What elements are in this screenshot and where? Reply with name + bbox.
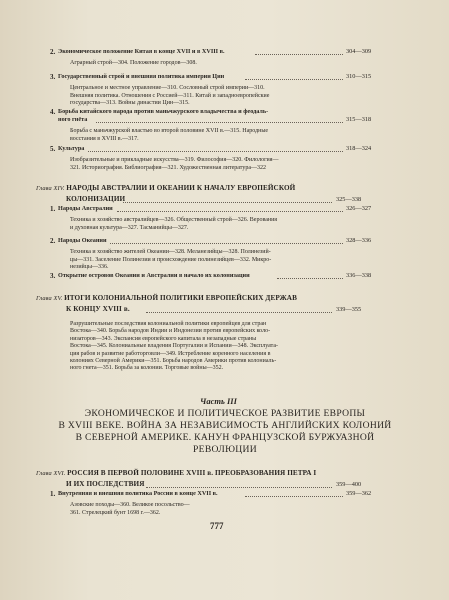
chapter-16-section-1-num: 1. [50, 490, 56, 498]
chapter-16-pages: 359—400 [336, 481, 362, 488]
chapter-15-subtopics: колониях Северной Америки—351. Борьба народов Америки против колониаль- [70, 358, 277, 364]
chapter-15-leader-dots [146, 312, 332, 313]
chapter-14-section-2-leader-dots [110, 243, 343, 244]
chapter-16-section-1-subtopics: 361. Стрелецкий бунт 1698 г.—362. [70, 509, 161, 516]
section-top-1-title[interactable]: Экономическое положение Китая в конце XVII и в XVIII в. [58, 48, 225, 55]
chapter-14-section-2-num: 2. [50, 237, 56, 245]
section-top-3-title[interactable]: ного гнёта [58, 116, 88, 123]
chapter-14-section-2-title[interactable]: Народы Океании [58, 237, 107, 244]
chapter-15-subtopics: Разрушительные последствия колониальной политики европейцев для стран [70, 321, 267, 327]
chapter-15-subtopics: низаторов—343. Экспансия европейского капитала в незападные страны [70, 335, 257, 342]
chapter-16-title-text: РОССИЯ В ПЕРВОЙ ПОЛОВИНЕ XVIII в. ПРЕОБРАЗОВАНИЯ ПЕТРА I [67, 469, 317, 477]
chapter-15-subtopics: Востока—345. Колониальные владения Португалии и Испании—348. Эксплуата- [70, 343, 279, 350]
section-top-4-title[interactable]: Культура [58, 145, 85, 152]
part-title: В XVIII ВЕКЕ. ВОЙНА ЗА НЕЗАВИСИМОСТЬ АНГЛИЙСКИХ КОЛОНИЙ [58, 420, 392, 431]
section-top-1-subtopics: Аграрный строй—304. Положение городов—308. [70, 60, 197, 66]
chapter-16-leader-dots [146, 487, 332, 488]
chapter-15-title-text: ИТОГИ КОЛОНИАЛЬНОЙ ПОЛИТИКИ ЕВРОПЕЙСКИХ ДЕРЖАВ [64, 294, 297, 302]
section-top-2-subtopics: Внешняя политика. Отношения с Россией—311. Китай и западноевропейские [70, 92, 270, 99]
section-top-3-pages: 315—318 [346, 116, 372, 123]
chapter-14-section-2-pages: 328—336 [346, 237, 372, 244]
chapter-16-title[interactable] [36, 469, 316, 477]
section-top-2-title[interactable]: Государственный строй и внешняя политика империи Цин [58, 73, 225, 80]
section-top-2-num: 3. [50, 73, 56, 81]
chapter-15-label: Глава XV. [36, 295, 65, 302]
chapter-14-leader-dots [123, 202, 332, 203]
chapter-15-title[interactable] [66, 305, 130, 313]
section-top-4-subtopics: Изобразительные и прикладные искусства—319. Философия—320. Филология— [70, 157, 279, 163]
chapter-16-section-1-subtopics: Азовские походы—360. Великое посольство— [70, 502, 190, 508]
chapter-14-section-1-pages: 326—327 [346, 205, 372, 212]
chapter-14-section-3-pages: 336—338 [346, 272, 372, 279]
section-top-2-leader-dots [245, 79, 343, 80]
chapter-15-title-text: К КОНЦУ XVIII в. [66, 305, 130, 313]
section-top-3-leader-dots [96, 122, 344, 123]
section-top-4-leader-dots [88, 151, 343, 152]
section-top-4-num: 5. [50, 145, 56, 153]
chapter-14-title[interactable] [66, 195, 125, 203]
section-top-2-pages: 310—315 [346, 73, 372, 80]
chapter-16-section-1-leader-dots [245, 496, 343, 497]
chapter-14-title-text: КОЛОНИЗАЦИИ [66, 195, 126, 203]
chapter-14-section-2-subtopics: цы—331. Заселение Полинезии и происхождение полинезийцев—332. Микро- [70, 256, 272, 263]
chapter-16-label: Глава XVI. [36, 470, 68, 477]
chapter-15-subtopics: Востока—340. Борьба народов Индии и Индонезии против европейских коло- [70, 328, 271, 335]
section-top-3-subtopics: Борьба с маньчжурской властью во второй половине XVII в.—315. Народные [70, 128, 269, 134]
chapter-16-section-1-title[interactable]: Внутренняя и внешняя политика России в конце XVII в. [58, 490, 218, 497]
chapter-14-section-3-leader-dots [277, 278, 343, 279]
chapter-14-section-1-leader-dots [117, 211, 343, 212]
chapter-16-title-text: И ИХ ПОСЛЕДСТВИЯ [66, 480, 145, 488]
chapter-14-section-3-num: 3. [50, 272, 56, 280]
page-number: 777 [210, 521, 224, 531]
part-title: РЕВОЛЮЦИИ [193, 444, 257, 455]
chapter-15-pages: 339—355 [336, 306, 362, 313]
section-top-4-subtopics: 321. Историография. Библиография—321. Художественная литература—322 [70, 164, 266, 171]
section-top-3-title[interactable]: Борьба китайского народа против маньчжурского владычества и феодаль- [58, 108, 269, 115]
section-top-2-subtopics: государства—313. Войны династии Цин—315. [70, 100, 190, 107]
section-top-1-pages: 304—309 [346, 48, 372, 55]
chapter-14-section-3-title[interactable]: Открытие островов Океании и Австралии в начало их колонизации [58, 272, 250, 279]
section-top-3-subtopics: восстания в XVIII в.—317. [70, 135, 139, 142]
chapter-15-subtopics: ция рабов и развитие работорговли—349. Истребление коренного населения в [70, 350, 271, 357]
part-heading: Часть III [200, 396, 237, 406]
part-title: В СЕВЕРНОЙ АМЕРИКЕ. КАНУН ФРАНЦУЗСКОЙ БУРЖУАЗНОЙ [75, 432, 375, 443]
chapter-14-title-text: НАРОДЫ АВСТРАЛИИ И ОКЕАНИИ К НАЧАЛУ ЕВРОПЕЙСКОЙ [66, 184, 296, 192]
chapter-16-title[interactable] [66, 480, 145, 488]
chapter-15-subtopics: ного гнета—351. Борьба за колонии. Торговые войны—352. [70, 365, 224, 372]
section-top-1-num: 2. [50, 48, 56, 56]
section-top-1-leader-dots [255, 54, 343, 55]
chapter-14-section-1-num: 1. [50, 205, 56, 213]
chapter-16-section-1-pages: 359—362 [346, 490, 372, 497]
section-top-3-num: 4. [50, 108, 56, 116]
part-title: ЭКОНОМИЧЕСКОЕ И ПОЛИТИЧЕСКОЕ РАЗВИТИЕ ЕВРОПЫ [84, 408, 366, 419]
chapter-14-section-2-subtopics: Техника и хозяйство жителей Океании—328. Меланезийцы—328. Полинезий- [70, 249, 271, 255]
chapter-14-section-2-subtopics: незийцы—336. [70, 264, 109, 271]
chapter-14-title[interactable] [36, 184, 295, 192]
chapter-14-section-1-subtopics: и духовная культура—327. Тасманийцы—327. [70, 224, 189, 231]
chapter-14-section-1-subtopics: Техника и хозяйство австралийцев—326. Общественный строй—326. Верования [70, 217, 278, 223]
chapter-15-title[interactable] [36, 294, 297, 302]
chapter-14-label: Глава XIV. [36, 185, 67, 192]
chapter-14-pages: 325—338 [336, 196, 362, 203]
chapter-14-section-1-title[interactable]: Народы Австралии [58, 205, 113, 212]
section-top-2-subtopics: Центральное и местное управление—310. Сословный строй империи—310. [70, 85, 265, 91]
section-top-4-pages: 318—324 [346, 145, 372, 152]
